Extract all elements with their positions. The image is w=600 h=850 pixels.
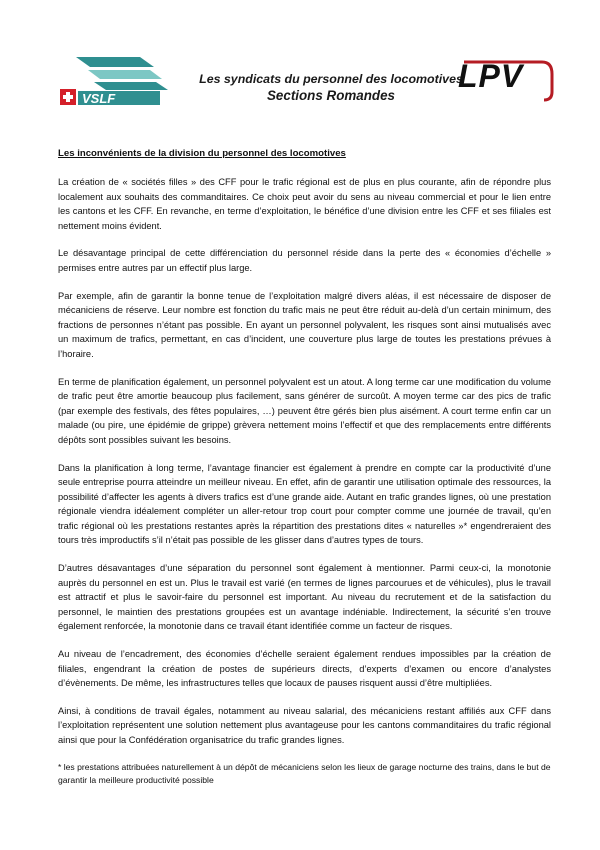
logo-stripe-low [94,82,168,90]
paragraph: En terme de planification également, un personnel polyvalent est un atout. A long terme car une modification du volume de trafic peut être amortie beaucoup plus facilement, sans générer de surcoût. A moyen terme car des pics de trafic (par exemple des festivals, des fêtes populaires, …) peuvent être gérés bien plus aisément. A court terme enfin car un malade (ou pire, une épidémie de grippe) grèvera nettement moins l’effectif et que des remplacements entre différents dépôts sont possibles suivant les besoins. [58,376,551,445]
vslf-logo-text: VSLF [82,91,116,106]
logo-stripe-top [76,57,154,67]
paragraph: Le désavantage principal de cette différenciation du personnel réside dans la perte des « économies d’échelle » permises entre autres par un effectif plus large. [58,248,551,273]
header-title [186,72,476,103]
vslf-logo [58,55,180,107]
footnote: * les prestations attribuées naturellement à un dépôt de mécaniciens selon les lieux de garage nocturne des trains, dans le but de garantir la meilleure productivité possible [58,761,551,785]
letterhead [0,0,600,120]
logo-stripe-mid [88,70,162,79]
lpv-logo-text: LPV [458,58,524,94]
paragraph: Dans la planification à long terme, l’avantage financier est également à prendre en compte car la productivité d’une seule entreprise pourra atteindre un meilleur niveau. En effet, afin de garantir une utilisation optimale des ressources, la possibilité d’affecter les agents à divers trafics est d’une grande aide. Autant en trafic grandes lignes, où une prestation régionale viendra idéalement compléter un aller-retour trop court pour compter comme une journée de travail, qu’en trafic régional où les prestations restantes après la répartition des prestations dites « naturelles »* engendreraient des tours très improductifs s’il n’était pas possible de les glisser dans d’autres types de tours. [58,462,551,546]
paragraph: Au niveau de l’encadrement, des économies d’échelle seraient également rendues impossibles par la création de filiales, engendrant la création de postes de supérieurs directs, d’experts d’examen ou encore d’analystes d’évènements. De même, les infrastructures telles que locaux de pauses risquent aussi d’être multipliées. [58,649,551,689]
paragraph: Par exemple, afin de garantir la bonne tenue de l’exploitation malgré divers aléas, il est nécessaire de disposer de mécaniciens de réserve. Leur nombre est fonction du trafic mais ne peut être réduit au-delà d’un certain minimum, des fractions de personnes n’étant pas possible. En ayant un personnel polyvalent, les risques sont ainsi mutualisés avec un maximum de trafics, permettant, en cas d’incident, une couverture plus large de toutes les prestations prévues à l’horaire. [58,290,551,359]
document-body [58,148,551,787]
lpv-logo [458,56,556,106]
document-title: Les inconvénients de la division du personnel des locomotives [58,148,346,159]
swiss-cross-v [66,92,70,102]
paragraph: D’autres désavantages d’une séparation du personnel sont également à mentionner. Parmi ceux-ci, la monotonie auprès du personnel en est un. Plus le travail est varié (en termes de lignes parcourues et de véhicules), plus le travail est attractif et plus le savoir-faire du personnel est important. Au niveau du recrutement et de la satisfaction du personnel, le maintien des prestations groupées est un avantage indéniable. Indirectement, la sécurité s’en trouve également renforcée, la monotonie dans ce travail étant identifiée comme un facteur de risques. [58,563,551,632]
header-title-line2: Sections Romandes [267,88,395,103]
header-title-line1: Les syndicats du personnel des locomotives [199,72,463,86]
paragraph: Ainsi, à conditions de travail égales, notamment au niveau salarial, des mécaniciens restant affiliés aux CFF dans l’exploitation représentent une solution nettement plus avantageuse pour les cantons commanditaires du trafic régional ainsi que pour la Confédération organisatrice du trafic grandes lignes. [58,705,551,745]
paragraph: La création de « sociétés filles » des CFF pour le trafic régional est de plus en plus courante, afin de répondre plus localement aux souhaits des commanditaires. Ce choix peut avoir du sens au niveau commercial et pour le lien entre les cantons et les CFF. En revanche, en terme d’exploitation, le bénéfice d’une division entre les CFF et ses filiales est nettement moins évident. [58,177,551,231]
